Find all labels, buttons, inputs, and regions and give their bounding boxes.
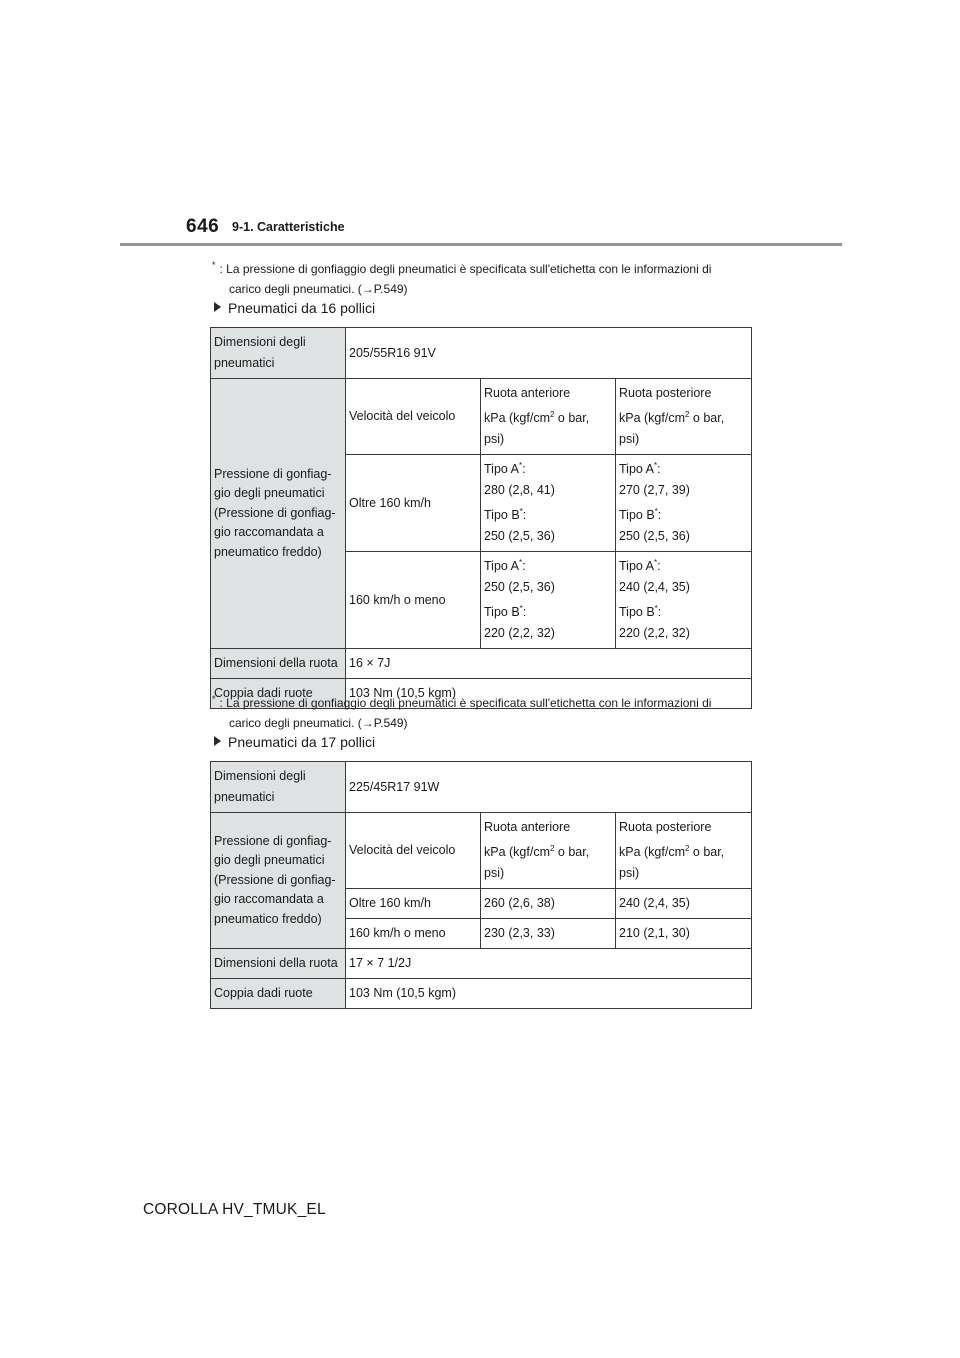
- front-high: Tipo A*: 280 (2,8, 41) Tipo B*: 250 (2,5, 36): [481, 455, 616, 552]
- speed-high: Oltre 160 km/h: [346, 455, 481, 552]
- footnote-line-1: : La pressione di gonfiaggio degli pneumatici è specificata sull'etichetta con le informazioni di: [219, 262, 712, 276]
- torque-value: 103 Nm (10,5 kgm): [346, 979, 752, 1009]
- front-low: Tipo A*: 250 (2,5, 36) Tipo B*: 220 (2,2, 32): [481, 552, 616, 649]
- tire-size-label: Dimensioni degli pneumatici: [211, 328, 346, 379]
- speed-high: Oltre 160 km/h: [346, 889, 481, 919]
- front-header: Ruota anteriore kPa ($kgf/cm^2$ o bar, psi): [481, 813, 616, 889]
- speed-low: 160 km/h o meno: [346, 919, 481, 949]
- rear-header: Ruota posteriore kPa ($kgf/cm^2$ o bar, psi): [616, 813, 752, 889]
- tire-size-label: Dimensioni degli pneumatici: [211, 762, 346, 813]
- wheel-size-value: 16 × 7J: [346, 649, 752, 679]
- heading-17-inch: [214, 734, 375, 750]
- rear-header: Ruota posteriore kPa ($kgf/cm^2$ o bar, psi): [616, 379, 752, 455]
- rear-high: Tipo A*: 270 (2,7, 39) Tipo B*: 250 (2,5, 36): [616, 455, 752, 552]
- footnote-2: [212, 689, 772, 733]
- speed-header: Velocità del veicolo: [346, 813, 481, 889]
- wheel-size-label: Dimensioni della ruota: [211, 649, 346, 679]
- heading-16-inch-text: Pneumatici da 16 pollici: [228, 300, 376, 316]
- pressure-label: Pressione di gonfiag- gio degli pneumatici (Pressione di gonfiag- gio raccomandata a pneumatico freddo): [211, 379, 346, 649]
- front-low: 230 (2,3, 33): [481, 919, 616, 949]
- footnote-line-2: carico degli pneumatici. (→P.549): [229, 282, 408, 296]
- front-high: 260 (2,6, 38): [481, 889, 616, 919]
- footnote-line-2: carico degli pneumatici. (→P.549): [229, 716, 408, 730]
- wheel-size-label: Dimensioni della ruota: [211, 949, 346, 979]
- torque-label: Coppia dadi ruote: [211, 979, 346, 1009]
- model-footer: COROLLA HV_TMUK_EL: [143, 1201, 326, 1218]
- torque-value: 103 Nm (10,5 kgm): [346, 679, 752, 709]
- tire-table-17: [210, 761, 752, 1009]
- heading-17-inch-text: Pneumatici da 17 pollici: [228, 734, 376, 750]
- header-rule: [120, 243, 842, 246]
- pressure-label: Pressione di gonfiag- gio degli pneumatici (Pressione di gonfiag- gio raccomandata a pneumatico freddo): [211, 813, 346, 949]
- triangle-bullet-icon: [214, 302, 221, 312]
- page-number: 646: [186, 216, 220, 237]
- speed-low: 160 km/h o meno: [346, 552, 481, 649]
- footnote-line-1: : La pressione di gonfiaggio degli pneumatici è specificata sull'etichetta con le informazioni di: [219, 696, 712, 710]
- tire-size-value: 225/45R17 91W: [346, 762, 752, 813]
- heading-16-inch: [214, 300, 375, 316]
- speed-header: Velocità del veicolo: [346, 379, 481, 455]
- section-title: 9-1. Caratteristiche: [232, 220, 345, 234]
- triangle-bullet-icon: [214, 736, 221, 746]
- rear-low: 210 (2,1, 30): [616, 919, 752, 949]
- footnote-marker: *: [212, 694, 216, 704]
- footnote-marker: *: [212, 260, 216, 270]
- footnote-1: [212, 255, 772, 299]
- front-header: Ruota anteriore kPa ($kgf/cm^2$ o bar, psi): [481, 379, 616, 455]
- tire-size-value: 205/55R16 91V: [346, 328, 752, 379]
- rear-high: 240 (2,4, 35): [616, 889, 752, 919]
- wheel-size-value: 17 × 7 1/2J: [346, 949, 752, 979]
- torque-label: Coppia dadi ruote: [211, 679, 346, 709]
- rear-low: Tipo A*: 240 (2,4, 35) Tipo B*: 220 (2,2, 32): [616, 552, 752, 649]
- tire-table-16: [210, 327, 752, 709]
